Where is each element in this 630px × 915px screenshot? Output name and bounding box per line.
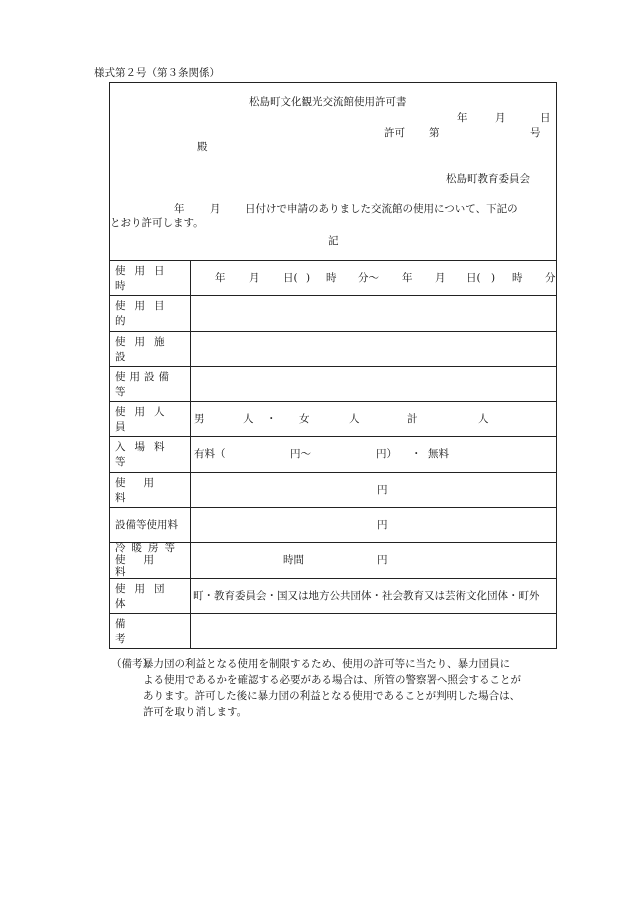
note-line4: 許可を取り消します。 [143, 706, 248, 718]
dt-paren1: ) [306, 272, 311, 284]
column-divider [190, 260, 191, 649]
date-month: 月 [495, 112, 506, 124]
label-text: 使用料 [115, 476, 172, 504]
persons-female: 女 [299, 413, 310, 425]
row-label-persons [110, 401, 190, 436]
label-text: 入場料等 [115, 441, 174, 468]
label-text-line2: 使用料 [115, 554, 172, 578]
row-label-hvac-fee [110, 542, 190, 578]
label-text: 設備等使用料 [115, 519, 178, 531]
note-line1: 暴力団の利益となる使用を制限するため、使用の許可等に当たり、暴力団員に [143, 658, 511, 670]
label-text: 使用施設 [115, 335, 174, 363]
hvac-yen: 円 [377, 554, 388, 566]
issuer: 松島町教育委員会 [446, 173, 530, 185]
addressee-suffix: 殿 [197, 141, 208, 153]
admission-yen-from: 円～ [290, 448, 311, 460]
permit-go: 号 [530, 127, 541, 139]
label-text: 使用人員 [115, 405, 174, 433]
persons-total: 計 [407, 413, 418, 425]
dt-min2: 分 [545, 272, 556, 284]
dt-hour2: 時 [512, 272, 523, 284]
row-label-equipment-fee [110, 507, 190, 542]
permit-dai: 第 [429, 127, 440, 139]
admission-paid: 有料（ [194, 448, 226, 460]
persons-dot: ・ [266, 413, 277, 425]
row-label-remarks [110, 613, 190, 649]
row-label-facility [110, 331, 190, 366]
dt-year1: 年 [215, 272, 226, 284]
row-label-group [110, 578, 190, 613]
dt-hour1: 時 [326, 272, 337, 284]
admission-free: 無料 [428, 448, 449, 460]
persons-unit1: 人 [243, 413, 254, 425]
note-line2: よる使用であるかを確認する必要がある場合は、所管の警察署へ照会することが [143, 674, 521, 686]
label-text: 使用日時 [115, 264, 174, 292]
row-label-equipment [110, 366, 190, 401]
date-year: 年 [457, 112, 468, 124]
note-prefix: （備考） [111, 658, 153, 670]
body-month: 月 [210, 203, 221, 215]
dt-min1: 分～ [358, 272, 379, 284]
group-value: 町・教育委員会・国又は地方公共団体・社会教育又は芸術文化団体・町外 [193, 590, 540, 602]
label-text: 使用目的 [115, 300, 174, 327]
fee-yen: 円 [377, 484, 388, 496]
dt-day1: 日( [283, 272, 298, 284]
body-year: 年 [174, 203, 185, 215]
admission-dot: ・ [411, 448, 422, 460]
label-text: 備考 [115, 618, 171, 645]
admission-yen-close: 円） [376, 448, 397, 460]
document-title: 松島町文化観光交流館使用許可書 [249, 96, 407, 108]
dt-year2: 年 [402, 272, 413, 284]
persons-unit3: 人 [478, 413, 489, 425]
dt-paren2: ) [491, 272, 496, 284]
hvac-hours: 時間 [283, 554, 304, 566]
row-label-admission [110, 436, 190, 472]
dt-day2: 日( [466, 272, 481, 284]
row-label-purpose [110, 295, 190, 331]
body-line2: とおり許可します。 [110, 217, 204, 229]
date-day: 日 [540, 112, 551, 124]
persons-male: 男 [194, 413, 205, 425]
form-number: 様式第２号（第３条関係） [94, 67, 220, 79]
row-label-datetime [110, 260, 190, 295]
note-line3: あります。許可した後に暴力団の利益となる使用であることが判明した場合は、 [143, 690, 521, 702]
body-line1-rest: 日付けで申請のありました交流館の使用について、下記の [245, 203, 518, 215]
label-text-line1: 冷暖房等 [115, 542, 181, 554]
permit-label: 許可 [384, 127, 405, 139]
equipment-fee-yen: 円 [377, 519, 388, 531]
dt-month1: 月 [249, 272, 260, 284]
ki-mark: 記 [328, 235, 339, 247]
label-text: 使用団体 [115, 582, 174, 610]
persons-unit2: 人 [349, 413, 360, 425]
row-label-fee [110, 472, 190, 507]
label-text: 使用設備等 [115, 370, 173, 398]
dt-month2: 月 [435, 272, 446, 284]
